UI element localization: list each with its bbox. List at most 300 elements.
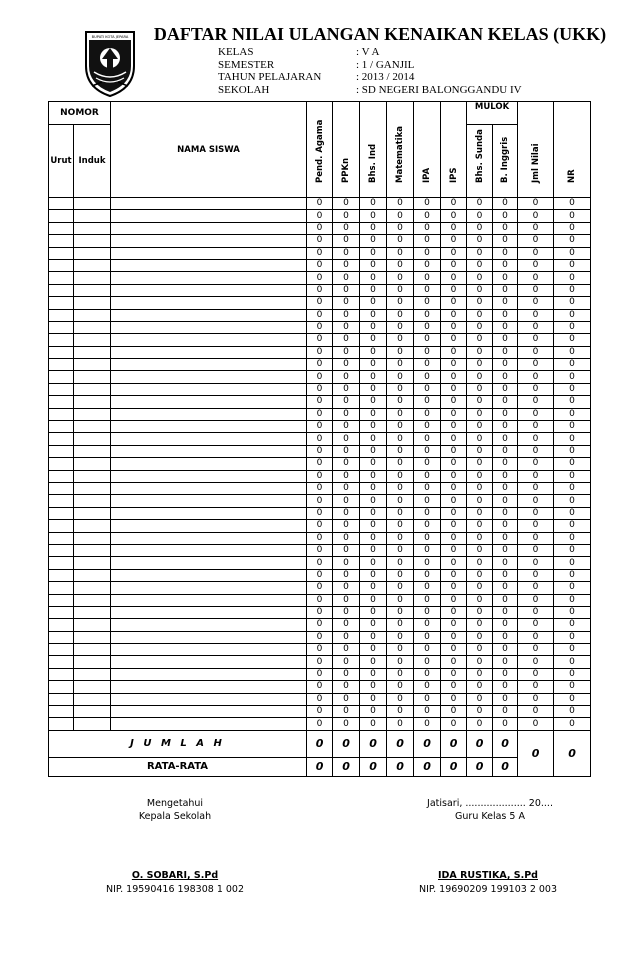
student-row [49, 495, 591, 507]
subject-header: PPKn [333, 102, 360, 198]
grade-cell: 0 [441, 259, 467, 271]
grade-cell: 0 [307, 346, 333, 358]
grade-cell: 0 [387, 482, 414, 494]
grade-cell: 0 [307, 321, 333, 333]
grade-cell: 0 [307, 359, 333, 371]
grade-cell: 0 [360, 606, 387, 618]
grade-cell: 0 [387, 532, 414, 544]
grade-cell: 0 [467, 606, 493, 618]
nama-siswa-cell [111, 606, 307, 618]
grade-cell: 0 [467, 421, 493, 433]
grade-cell: 0 [414, 495, 441, 507]
nama-siswa-cell [111, 235, 307, 247]
grade-cell: 0 [441, 334, 467, 346]
jml-nilai-cell: 0 [518, 359, 554, 371]
grade-cell: 0 [493, 644, 518, 656]
nr-cell: 0 [554, 284, 591, 296]
grade-cell: 0 [467, 321, 493, 333]
jml-nilai-cell: 0 [518, 582, 554, 594]
jml-nilai-cell: 0 [518, 198, 554, 210]
grade-cell: 0 [307, 297, 333, 309]
grade-cell: 0 [360, 656, 387, 668]
nr-cell: 0 [554, 606, 591, 618]
nr-cell: 0 [554, 706, 591, 718]
grade-cell: 0 [467, 235, 493, 247]
nr-cell: 0 [554, 259, 591, 271]
nama-siswa-cell [111, 718, 307, 730]
student-row [49, 470, 591, 482]
grade-cell: 0 [414, 235, 441, 247]
grade-cell: 0 [467, 594, 493, 606]
induk-cell [74, 569, 111, 581]
grade-cell: 0 [333, 321, 360, 333]
induk-cell [74, 247, 111, 259]
jml-nilai-cell: 0 [518, 383, 554, 395]
grade-cell: 0 [333, 569, 360, 581]
grade-cell: 0 [467, 359, 493, 371]
induk-cell [74, 557, 111, 569]
info-value: : 2013 / 2014 [356, 71, 415, 83]
student-row [49, 433, 591, 445]
jml-nilai-cell: 0 [518, 321, 554, 333]
grade-cell: 0 [493, 371, 518, 383]
induk-cell [74, 334, 111, 346]
grade-cell: 0 [493, 408, 518, 420]
urut-cell [49, 693, 74, 705]
rata-value: 0 [333, 757, 360, 776]
grade-cell: 0 [493, 693, 518, 705]
urut-cell [49, 321, 74, 333]
nama-siswa-cell [111, 433, 307, 445]
grade-cell: 0 [467, 297, 493, 309]
grade-cell: 0 [387, 594, 414, 606]
nr-cell: 0 [554, 569, 591, 581]
guru-kelas-name: IDA RUSTIKA, S.Pd [438, 870, 538, 881]
nama-siswa-cell [111, 470, 307, 482]
grade-cell: 0 [441, 222, 467, 234]
grade-cell: 0 [333, 582, 360, 594]
grade-cell: 0 [441, 644, 467, 656]
grade-cell: 0 [307, 433, 333, 445]
student-row [49, 284, 591, 296]
grade-cell: 0 [360, 644, 387, 656]
jumlah-value: 0 [441, 730, 467, 757]
nr-cell: 0 [554, 346, 591, 358]
nr-cell: 0 [554, 235, 591, 247]
student-row [49, 222, 591, 234]
jml-nilai-cell: 0 [518, 656, 554, 668]
grade-cell: 0 [467, 396, 493, 408]
grade-cell: 0 [333, 693, 360, 705]
rata-rata-row [49, 757, 591, 776]
jml-nilai-cell: 0 [518, 693, 554, 705]
jumlah-value: 0 [307, 730, 333, 757]
induk-cell [74, 532, 111, 544]
grade-cell: 0 [467, 247, 493, 259]
nr-header: NR [554, 102, 591, 198]
nama-siswa-cell [111, 309, 307, 321]
nama-siswa-cell [111, 396, 307, 408]
student-row [49, 297, 591, 309]
student-row [49, 334, 591, 346]
grade-cell: 0 [307, 408, 333, 420]
nama-siswa-cell [111, 631, 307, 643]
nomor-header: NOMOR [49, 102, 111, 125]
student-row [49, 458, 591, 470]
nama-siswa-header: NAMA SISWA [111, 102, 307, 198]
grade-cell: 0 [360, 544, 387, 556]
jml-nilai-cell: 0 [518, 644, 554, 656]
jml-nilai-cell: 0 [518, 544, 554, 556]
induk-cell [74, 421, 111, 433]
nr-cell: 0 [554, 495, 591, 507]
nama-siswa-cell [111, 507, 307, 519]
grade-cell: 0 [333, 421, 360, 433]
grade-cell: 0 [360, 198, 387, 210]
grade-cell: 0 [441, 681, 467, 693]
urut-cell [49, 532, 74, 544]
grade-cell: 0 [387, 297, 414, 309]
jml-nilai-header: Jml Nilai [518, 102, 554, 198]
grade-cell: 0 [493, 619, 518, 631]
grade-cell: 0 [360, 668, 387, 680]
grade-cell: 0 [360, 383, 387, 395]
grade-cell: 0 [387, 408, 414, 420]
induk-cell [74, 631, 111, 643]
grade-cell: 0 [333, 247, 360, 259]
nama-siswa-cell [111, 656, 307, 668]
grade-cell: 0 [387, 644, 414, 656]
induk-cell [74, 284, 111, 296]
subject-header: Bhs. Ind [360, 102, 387, 198]
student-row [49, 569, 591, 581]
grade-cell: 0 [414, 706, 441, 718]
student-row [49, 718, 591, 730]
nama-siswa-cell [111, 259, 307, 271]
induk-cell [74, 582, 111, 594]
induk-cell [74, 644, 111, 656]
grade-cell: 0 [467, 644, 493, 656]
student-row [49, 421, 591, 433]
induk-header: Induk [74, 125, 111, 198]
grade-cell: 0 [493, 359, 518, 371]
grade-cell: 0 [360, 359, 387, 371]
rata-value: 0 [307, 757, 333, 776]
jumlah-value: 0 [493, 730, 518, 757]
grade-cell: 0 [493, 681, 518, 693]
jml-nilai-cell: 0 [518, 606, 554, 618]
urut-cell [49, 346, 74, 358]
grade-cell: 0 [360, 421, 387, 433]
grade-cell: 0 [441, 396, 467, 408]
subject-header: Pend. Agama [307, 102, 333, 198]
right-signature-block [400, 798, 580, 822]
grade-cell: 0 [360, 210, 387, 222]
subject-header: IPS [441, 102, 467, 198]
grade-cell: 0 [307, 569, 333, 581]
grade-cell: 0 [493, 309, 518, 321]
grade-cell: 0 [333, 284, 360, 296]
grade-cell: 0 [333, 718, 360, 730]
grade-cell: 0 [360, 706, 387, 718]
grade-cell: 0 [387, 284, 414, 296]
urut-cell [49, 706, 74, 718]
grade-cell: 0 [441, 210, 467, 222]
grade-cell: 0 [333, 445, 360, 457]
place-date-text: Jatisari, .................... 20.... [427, 798, 553, 809]
induk-cell [74, 383, 111, 395]
induk-cell [74, 210, 111, 222]
nama-siswa-cell [111, 644, 307, 656]
grade-cell: 0 [414, 210, 441, 222]
induk-cell [74, 594, 111, 606]
grade-cell: 0 [414, 470, 441, 482]
grade-cell: 0 [414, 222, 441, 234]
student-row [49, 482, 591, 494]
grade-cell: 0 [333, 668, 360, 680]
induk-cell [74, 346, 111, 358]
urut-cell [49, 445, 74, 457]
grade-cell: 0 [467, 433, 493, 445]
jml-nilai-cell: 0 [518, 507, 554, 519]
grade-cell: 0 [387, 383, 414, 395]
urut-cell [49, 421, 74, 433]
grade-cell: 0 [414, 520, 441, 532]
urut-cell [49, 359, 74, 371]
subject-header: Matematika [387, 102, 414, 198]
student-row [49, 408, 591, 420]
grade-cell: 0 [414, 644, 441, 656]
urut-cell [49, 235, 74, 247]
urut-cell [49, 495, 74, 507]
nr-cell: 0 [554, 210, 591, 222]
grade-cell: 0 [493, 532, 518, 544]
induk-cell [74, 371, 111, 383]
mengetahui-text: Mengetahui [146, 798, 204, 809]
student-row [49, 210, 591, 222]
grade-cell: 0 [467, 198, 493, 210]
grade-cell: 0 [441, 693, 467, 705]
grade-cell: 0 [467, 569, 493, 581]
urut-cell [49, 210, 74, 222]
jml-nilai-cell: 0 [518, 346, 554, 358]
grade-cell: 0 [493, 458, 518, 470]
grade-cell: 0 [414, 569, 441, 581]
left-signatory [80, 870, 270, 895]
grade-cell: 0 [360, 718, 387, 730]
grade-cell: 0 [414, 371, 441, 383]
grade-cell: 0 [333, 396, 360, 408]
induk-cell [74, 693, 111, 705]
grade-cell: 0 [493, 718, 518, 730]
jml-nilai-cell: 0 [518, 495, 554, 507]
grade-cell: 0 [441, 482, 467, 494]
grade-cell: 0 [414, 445, 441, 457]
grade-cell: 0 [441, 421, 467, 433]
grade-cell: 0 [387, 259, 414, 271]
grade-cell: 0 [387, 718, 414, 730]
grade-cell: 0 [387, 371, 414, 383]
jml-nilai-cell: 0 [518, 235, 554, 247]
nr-cell: 0 [554, 668, 591, 680]
grade-cell: 0 [467, 482, 493, 494]
grade-cell: 0 [333, 359, 360, 371]
grade-cell: 0 [467, 334, 493, 346]
student-row [49, 668, 591, 680]
grade-cell: 0 [414, 681, 441, 693]
student-row [49, 606, 591, 618]
subject-header: IPA [414, 102, 441, 198]
grade-cell: 0 [414, 396, 441, 408]
grade-cell: 0 [467, 544, 493, 556]
info-label: SEKOLAH [218, 83, 270, 96]
kepala-sekolah-nip: NIP. 19590416 198308 1 002 [105, 884, 245, 895]
jml-nilai-cell: 0 [518, 297, 554, 309]
induk-cell [74, 482, 111, 494]
grade-cell: 0 [493, 544, 518, 556]
urut-cell [49, 222, 74, 234]
grade-cell: 0 [307, 656, 333, 668]
grade-cell: 0 [333, 619, 360, 631]
grade-cell: 0 [360, 631, 387, 643]
jml-nilai-cell: 0 [518, 470, 554, 482]
nr-cell: 0 [554, 482, 591, 494]
nr-cell: 0 [554, 470, 591, 482]
nr-cell: 0 [554, 359, 591, 371]
grade-cell: 0 [307, 284, 333, 296]
grade-cell: 0 [307, 259, 333, 271]
grade-cell: 0 [333, 198, 360, 210]
grade-cell: 0 [333, 210, 360, 222]
urut-cell [49, 272, 74, 284]
grade-cell: 0 [307, 668, 333, 680]
grade-cell: 0 [493, 297, 518, 309]
grade-cell: 0 [467, 408, 493, 420]
grade-cell: 0 [307, 210, 333, 222]
nama-siswa-cell [111, 321, 307, 333]
nr-cell: 0 [554, 421, 591, 433]
grade-cell: 0 [387, 582, 414, 594]
nr-cell: 0 [554, 334, 591, 346]
grade-cell: 0 [333, 272, 360, 284]
urut-cell [49, 718, 74, 730]
urut-cell [49, 544, 74, 556]
nr-cell: 0 [554, 445, 591, 457]
grade-cell: 0 [307, 606, 333, 618]
grade-cell: 0 [414, 383, 441, 395]
grade-cell: 0 [441, 321, 467, 333]
grade-cell: 0 [387, 458, 414, 470]
nr-cell: 0 [554, 594, 591, 606]
urut-cell [49, 297, 74, 309]
grade-cell: 0 [333, 408, 360, 420]
grade-cell: 0 [467, 681, 493, 693]
nama-siswa-cell [111, 458, 307, 470]
grade-cell: 0 [414, 619, 441, 631]
grade-cell: 0 [467, 346, 493, 358]
grade-cell: 0 [414, 247, 441, 259]
grade-cell: 0 [493, 557, 518, 569]
grade-cell: 0 [414, 544, 441, 556]
grade-cell: 0 [387, 706, 414, 718]
grade-cell: 0 [307, 222, 333, 234]
grade-cell: 0 [307, 421, 333, 433]
student-row [49, 594, 591, 606]
induk-cell [74, 222, 111, 234]
nama-siswa-cell [111, 706, 307, 718]
grade-cell: 0 [441, 297, 467, 309]
grade-cell: 0 [441, 458, 467, 470]
grade-cell: 0 [493, 594, 518, 606]
grade-cell: 0 [333, 606, 360, 618]
grade-cell: 0 [360, 297, 387, 309]
guru-kelas-nip: NIP. 19690209 199103 2 003 [418, 884, 558, 895]
school-logo [80, 26, 140, 100]
student-row [49, 644, 591, 656]
grade-cell: 0 [441, 631, 467, 643]
grade-cell: 0 [307, 445, 333, 457]
induk-cell [74, 433, 111, 445]
jumlah-value: 0 [360, 730, 387, 757]
nr-cell: 0 [554, 371, 591, 383]
grade-cell: 0 [414, 259, 441, 271]
urut-cell [49, 619, 74, 631]
grade-cell: 0 [387, 606, 414, 618]
nama-siswa-cell [111, 619, 307, 631]
grade-cell: 0 [333, 532, 360, 544]
grade-cell: 0 [333, 297, 360, 309]
grade-cell: 0 [414, 631, 441, 643]
grade-cell: 0 [441, 371, 467, 383]
grade-cell: 0 [333, 222, 360, 234]
grade-cell: 0 [441, 247, 467, 259]
grade-cell: 0 [360, 619, 387, 631]
nr-cell: 0 [554, 644, 591, 656]
grade-cell: 0 [387, 569, 414, 581]
grade-cell: 0 [467, 520, 493, 532]
grade-cell: 0 [414, 458, 441, 470]
urut-cell [49, 482, 74, 494]
grade-cell: 0 [467, 210, 493, 222]
nr-cell: 0 [554, 520, 591, 532]
grade-cell: 0 [360, 346, 387, 358]
grade-cell: 0 [333, 334, 360, 346]
grade-cell: 0 [441, 235, 467, 247]
grade-cell: 0 [360, 334, 387, 346]
grade-cell: 0 [493, 272, 518, 284]
right-signatory [388, 870, 588, 895]
grade-cell: 0 [387, 309, 414, 321]
nama-siswa-cell [111, 495, 307, 507]
jumlah-label: J U M L A H [49, 730, 307, 757]
grade-cell: 0 [307, 371, 333, 383]
nr-cell: 0 [554, 408, 591, 420]
grade-cell: 0 [307, 247, 333, 259]
urut-cell [49, 569, 74, 581]
grade-cell: 0 [307, 544, 333, 556]
grade-cell: 0 [441, 359, 467, 371]
grade-cell: 0 [441, 544, 467, 556]
nama-siswa-cell [111, 520, 307, 532]
grade-cell: 0 [493, 247, 518, 259]
grade-cell: 0 [467, 557, 493, 569]
nr-cell: 0 [554, 198, 591, 210]
student-row [49, 396, 591, 408]
grade-cell: 0 [493, 210, 518, 222]
grade-cell: 0 [387, 235, 414, 247]
urut-cell [49, 631, 74, 643]
grade-cell: 0 [493, 495, 518, 507]
